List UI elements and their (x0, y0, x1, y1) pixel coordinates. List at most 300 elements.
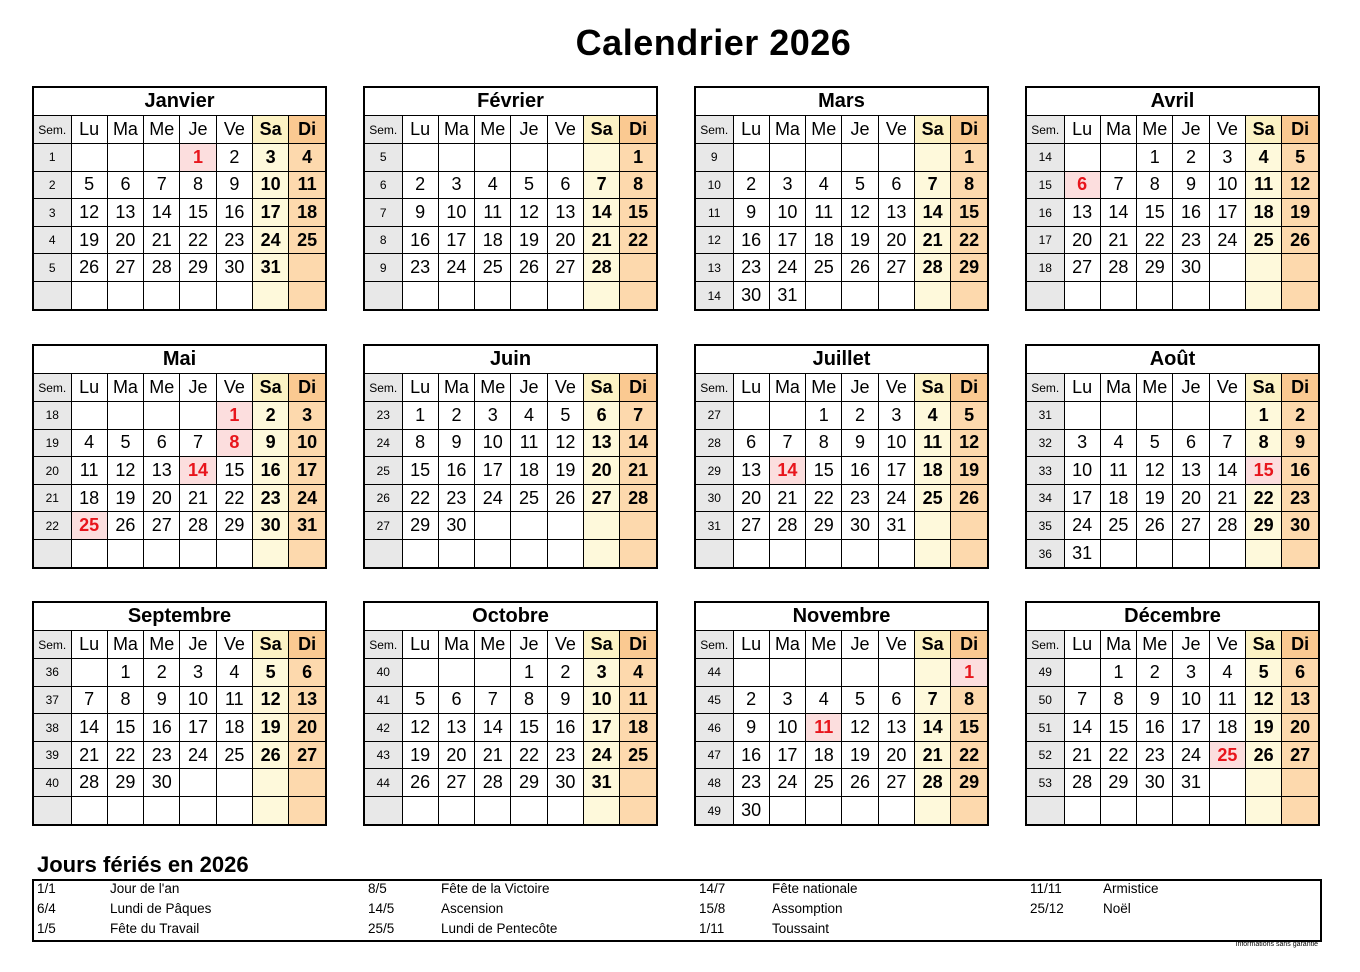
holiday-name: Ascension (441, 901, 504, 916)
month-name: Octobre (365, 603, 656, 631)
empty-day-cell (842, 144, 878, 172)
day-cell: 30 (733, 797, 769, 825)
holiday-date: 1/1 (37, 881, 56, 896)
day-cell: 16 (144, 714, 180, 742)
empty-day-cell (438, 659, 474, 687)
day-cell: 12 (1137, 457, 1173, 485)
empty-day-cell (1245, 282, 1281, 310)
weekday-header: Ve (216, 631, 252, 659)
weekday-header: Ma (1100, 374, 1136, 402)
day-cell: 28 (475, 769, 511, 797)
weekday-header: Ve (216, 116, 252, 144)
week-number (1027, 797, 1064, 825)
empty-day-cell (144, 144, 180, 172)
day-cell: 29 (951, 254, 987, 282)
empty-day-cell (107, 540, 143, 568)
day-cell: 4 (1209, 659, 1245, 687)
weekday-header: Je (180, 116, 216, 144)
day-cell: 24 (180, 741, 216, 769)
weekday-header-row (1027, 374, 1318, 402)
empty-day-cell (180, 540, 216, 568)
empty-day-cell (216, 540, 252, 568)
day-cell: 23 (402, 254, 438, 282)
week-row (34, 254, 325, 282)
day-cell: 15 (216, 457, 252, 485)
day-cell: 21 (620, 457, 656, 485)
day-cell: 15 (806, 457, 842, 485)
week-number: 14 (696, 282, 733, 310)
empty-day-cell (733, 659, 769, 687)
empty-day-cell (144, 402, 180, 430)
empty-day-cell (806, 282, 842, 310)
weekday-header: Je (180, 374, 216, 402)
day-cell: 20 (1173, 484, 1209, 512)
weekday-header: Sa (252, 374, 288, 402)
day-cell: 24 (878, 484, 914, 512)
weekday-header: Ve (1209, 631, 1245, 659)
week-number: 9 (696, 144, 733, 172)
empty-day-cell (769, 659, 805, 687)
empty-day-cell (951, 282, 987, 310)
day-cell: 25 (806, 254, 842, 282)
weekday-header: Lu (402, 374, 438, 402)
month-name: Mai (34, 346, 325, 374)
day-cell: 3 (475, 402, 511, 430)
empty-day-cell (951, 540, 987, 568)
week-row (1027, 402, 1318, 430)
empty-day-cell (1173, 540, 1209, 568)
week-number-header: Sem. (365, 631, 402, 659)
weekday-header: Je (1173, 374, 1209, 402)
day-cell: 9 (733, 714, 769, 742)
week-number (34, 282, 71, 310)
empty-day-cell (914, 512, 950, 540)
weekday-header: Je (511, 374, 547, 402)
empty-day-cell (878, 797, 914, 825)
weekday-header: Sa (1245, 374, 1281, 402)
empty-day-cell (1209, 282, 1245, 310)
day-cell: 22 (216, 484, 252, 512)
week-row (34, 282, 325, 310)
weekday-header: Ve (547, 374, 583, 402)
day-cell: 3 (180, 659, 216, 687)
day-cell: 28 (583, 254, 619, 282)
day-cell: 23 (842, 484, 878, 512)
week-row (34, 457, 325, 485)
week-row (1027, 171, 1318, 199)
day-cell: 14 (71, 714, 107, 742)
empty-day-cell (289, 254, 325, 282)
day-cell: 8 (107, 686, 143, 714)
day-cell: 4 (1245, 144, 1281, 172)
day-cell: 7 (914, 686, 950, 714)
day-cell: 25 (289, 226, 325, 254)
day-cell: 28 (769, 512, 805, 540)
day-cell: 28 (620, 484, 656, 512)
month-block (694, 344, 989, 569)
week-row (696, 540, 987, 568)
day-cell: 20 (547, 226, 583, 254)
day-cell: 15 (1137, 199, 1173, 227)
month-name: Juin (365, 346, 656, 374)
day-cell: 14 (583, 199, 619, 227)
day-cell: 12 (1245, 686, 1281, 714)
week-number: 36 (1027, 540, 1064, 568)
empty-day-cell (806, 659, 842, 687)
week-number: 21 (34, 484, 71, 512)
day-cell: 25 (620, 741, 656, 769)
day-cell: 17 (769, 741, 805, 769)
day-cell: 3 (289, 402, 325, 430)
month-block (1025, 601, 1320, 826)
week-number (365, 540, 402, 568)
weekday-header: Lu (733, 374, 769, 402)
empty-day-cell (806, 144, 842, 172)
holiday-date: 25/12 (1030, 901, 1064, 916)
day-cell: 24 (583, 741, 619, 769)
empty-day-cell (252, 282, 288, 310)
weekday-header-row (696, 116, 987, 144)
weekday-header: Me (806, 116, 842, 144)
empty-day-cell (1100, 797, 1136, 825)
day-cell: 3 (252, 144, 288, 172)
day-cell: 14 (475, 714, 511, 742)
empty-day-cell (1064, 282, 1100, 310)
week-number-header: Sem. (34, 116, 71, 144)
empty-day-cell (1137, 282, 1173, 310)
day-cell: 11 (1209, 686, 1245, 714)
week-row (365, 741, 656, 769)
weekday-header: Lu (733, 631, 769, 659)
week-row (696, 659, 987, 687)
week-row (696, 254, 987, 282)
day-cell: 12 (252, 686, 288, 714)
day-cell: 14 (914, 714, 950, 742)
week-row (1027, 769, 1318, 797)
week-row (34, 659, 325, 687)
holiday-date: 6/4 (37, 901, 56, 916)
empty-day-cell (583, 144, 619, 172)
day-cell: 21 (1100, 226, 1136, 254)
empty-day-cell (1245, 797, 1281, 825)
day-cell: 26 (1282, 226, 1318, 254)
day-cell: 4 (289, 144, 325, 172)
empty-day-cell (1173, 282, 1209, 310)
week-row (1027, 659, 1318, 687)
week-number: 17 (1027, 226, 1064, 254)
day-cell: 24 (1209, 226, 1245, 254)
day-cell: 5 (547, 402, 583, 430)
empty-day-cell (914, 659, 950, 687)
week-row (696, 797, 987, 825)
day-cell: 10 (769, 714, 805, 742)
empty-day-cell (620, 282, 656, 310)
weekday-header: Ma (769, 631, 805, 659)
weekday-header: Sa (914, 631, 950, 659)
week-row (34, 540, 325, 568)
holiday-day-cell: 14 (769, 457, 805, 485)
week-number: 52 (1027, 741, 1064, 769)
week-row (696, 144, 987, 172)
holiday-date: 8/5 (368, 881, 387, 896)
day-cell: 7 (583, 171, 619, 199)
weekday-header: Di (1282, 631, 1318, 659)
week-number: 40 (365, 659, 402, 687)
day-cell: 29 (511, 769, 547, 797)
day-cell: 28 (180, 512, 216, 540)
day-cell: 30 (547, 769, 583, 797)
week-row (696, 484, 987, 512)
holiday-name: Fête du Travail (110, 921, 200, 936)
day-cell: 18 (1100, 484, 1136, 512)
empty-day-cell (583, 797, 619, 825)
week-number-header: Sem. (34, 374, 71, 402)
weekday-header: Sa (914, 116, 950, 144)
empty-day-cell (1209, 797, 1245, 825)
week-row (1027, 741, 1318, 769)
day-cell: 28 (914, 769, 950, 797)
empty-day-cell (914, 540, 950, 568)
empty-day-cell (1209, 769, 1245, 797)
day-cell: 2 (252, 402, 288, 430)
day-cell: 31 (769, 282, 805, 310)
week-number: 19 (34, 429, 71, 457)
week-number: 23 (365, 402, 402, 430)
day-cell: 24 (1064, 512, 1100, 540)
day-cell: 29 (107, 769, 143, 797)
week-number: 53 (1027, 769, 1064, 797)
day-cell: 13 (733, 457, 769, 485)
day-cell: 26 (511, 254, 547, 282)
week-row (34, 402, 325, 430)
empty-day-cell (438, 282, 474, 310)
day-cell: 10 (878, 429, 914, 457)
weekday-header: Lu (402, 116, 438, 144)
weekday-header-row (1027, 631, 1318, 659)
day-cell: 25 (1245, 226, 1281, 254)
empty-day-cell (1209, 254, 1245, 282)
day-cell: 21 (144, 226, 180, 254)
week-row (34, 226, 325, 254)
weekday-header: Je (842, 631, 878, 659)
day-cell: 25 (475, 254, 511, 282)
day-cell: 3 (583, 659, 619, 687)
week-number: 3 (34, 199, 71, 227)
holiday-date: 1/11 (699, 921, 725, 936)
weekday-header: Je (511, 631, 547, 659)
holiday-day-cell: 1 (216, 402, 252, 430)
day-cell: 4 (806, 171, 842, 199)
week-number: 30 (696, 484, 733, 512)
week-row (1027, 282, 1318, 310)
day-cell: 11 (475, 199, 511, 227)
empty-day-cell (180, 282, 216, 310)
week-row (34, 429, 325, 457)
month-table (1027, 631, 1318, 824)
day-cell: 20 (438, 741, 474, 769)
day-cell: 10 (289, 429, 325, 457)
day-cell: 23 (216, 226, 252, 254)
month-table (1027, 374, 1318, 567)
day-cell: 6 (438, 686, 474, 714)
day-cell: 18 (475, 226, 511, 254)
day-cell: 17 (1209, 199, 1245, 227)
day-cell: 5 (1137, 429, 1173, 457)
empty-day-cell (769, 144, 805, 172)
day-cell: 16 (842, 457, 878, 485)
week-row (365, 797, 656, 825)
day-cell: 30 (438, 512, 474, 540)
month-table (696, 374, 987, 567)
day-cell: 15 (180, 199, 216, 227)
day-cell: 2 (842, 402, 878, 430)
empty-day-cell (1282, 254, 1318, 282)
disclaimer: Informations sans garantie (1235, 941, 1318, 948)
day-cell: 26 (951, 484, 987, 512)
week-number (34, 540, 71, 568)
day-cell: 17 (583, 714, 619, 742)
month-block (694, 601, 989, 826)
empty-day-cell (511, 282, 547, 310)
week-number: 18 (34, 402, 71, 430)
week-row (696, 402, 987, 430)
week-number: 27 (696, 402, 733, 430)
empty-day-cell (438, 540, 474, 568)
day-cell: 18 (289, 199, 325, 227)
day-cell: 13 (1282, 686, 1318, 714)
day-cell: 7 (769, 429, 805, 457)
week-row (365, 226, 656, 254)
day-cell: 6 (107, 171, 143, 199)
day-cell: 18 (620, 714, 656, 742)
day-cell: 28 (1100, 254, 1136, 282)
week-row (34, 144, 325, 172)
empty-day-cell (1064, 144, 1100, 172)
empty-day-cell (1173, 402, 1209, 430)
empty-day-cell (107, 282, 143, 310)
day-cell: 28 (1209, 512, 1245, 540)
day-cell: 31 (252, 254, 288, 282)
empty-day-cell (1100, 540, 1136, 568)
day-cell: 15 (511, 714, 547, 742)
day-cell: 13 (547, 199, 583, 227)
weekday-header: Lu (733, 116, 769, 144)
day-cell: 9 (216, 171, 252, 199)
week-number-header: Sem. (34, 631, 71, 659)
week-row (1027, 457, 1318, 485)
empty-day-cell (842, 797, 878, 825)
day-cell: 26 (402, 769, 438, 797)
empty-day-cell (71, 797, 107, 825)
empty-day-cell (475, 540, 511, 568)
empty-day-cell (1282, 797, 1318, 825)
empty-day-cell (107, 144, 143, 172)
empty-day-cell (620, 540, 656, 568)
day-cell: 3 (769, 686, 805, 714)
empty-day-cell (402, 144, 438, 172)
day-cell: 23 (733, 769, 769, 797)
day-cell: 15 (1100, 714, 1136, 742)
day-cell: 27 (1282, 741, 1318, 769)
day-cell: 5 (842, 171, 878, 199)
day-cell: 19 (1245, 714, 1281, 742)
day-cell: 6 (144, 429, 180, 457)
day-cell: 5 (951, 402, 987, 430)
weekday-header-row (365, 116, 656, 144)
day-cell: 27 (878, 769, 914, 797)
day-cell: 21 (914, 226, 950, 254)
week-row (1027, 144, 1318, 172)
holiday-name: Fête nationale (772, 881, 858, 896)
empty-day-cell (180, 797, 216, 825)
empty-day-cell (1064, 659, 1100, 687)
day-cell: 28 (1064, 769, 1100, 797)
day-cell: 1 (107, 659, 143, 687)
day-cell: 9 (547, 686, 583, 714)
day-cell: 9 (438, 429, 474, 457)
day-cell: 10 (1173, 686, 1209, 714)
week-number-header: Sem. (696, 374, 733, 402)
month-block (363, 86, 658, 311)
week-row (365, 429, 656, 457)
month-table (696, 631, 987, 824)
day-cell: 15 (107, 714, 143, 742)
empty-day-cell (144, 540, 180, 568)
day-cell: 2 (402, 171, 438, 199)
month-block (32, 86, 327, 311)
empty-day-cell (289, 769, 325, 797)
day-cell: 26 (252, 741, 288, 769)
day-cell: 13 (107, 199, 143, 227)
day-cell: 7 (1064, 686, 1100, 714)
week-number: 2 (34, 171, 71, 199)
week-number: 32 (1027, 429, 1064, 457)
month-name: Février (365, 88, 656, 116)
holiday-date: 11/11 (1030, 881, 1062, 896)
day-cell: 23 (252, 484, 288, 512)
week-row (34, 171, 325, 199)
day-cell: 25 (1100, 512, 1136, 540)
weekday-header: Ve (1209, 374, 1245, 402)
empty-day-cell (402, 659, 438, 687)
month-block (694, 86, 989, 311)
week-row (1027, 254, 1318, 282)
empty-day-cell (842, 659, 878, 687)
day-cell: 4 (511, 402, 547, 430)
day-cell: 17 (1173, 714, 1209, 742)
day-cell: 2 (144, 659, 180, 687)
weekday-header: Ve (547, 116, 583, 144)
day-cell: 20 (583, 457, 619, 485)
day-cell: 29 (1245, 512, 1281, 540)
day-cell: 8 (951, 171, 987, 199)
day-cell: 21 (914, 741, 950, 769)
week-number: 47 (696, 741, 733, 769)
day-cell: 3 (438, 171, 474, 199)
weekday-header: Di (289, 631, 325, 659)
empty-day-cell (438, 797, 474, 825)
weekday-header: Je (1173, 116, 1209, 144)
empty-day-cell (402, 540, 438, 568)
day-cell: 9 (1173, 171, 1209, 199)
week-number: 24 (365, 429, 402, 457)
day-cell: 27 (1173, 512, 1209, 540)
week-row (365, 512, 656, 540)
week-number-header: Sem. (696, 116, 733, 144)
day-cell: 20 (878, 741, 914, 769)
empty-day-cell (289, 540, 325, 568)
day-cell: 7 (144, 171, 180, 199)
